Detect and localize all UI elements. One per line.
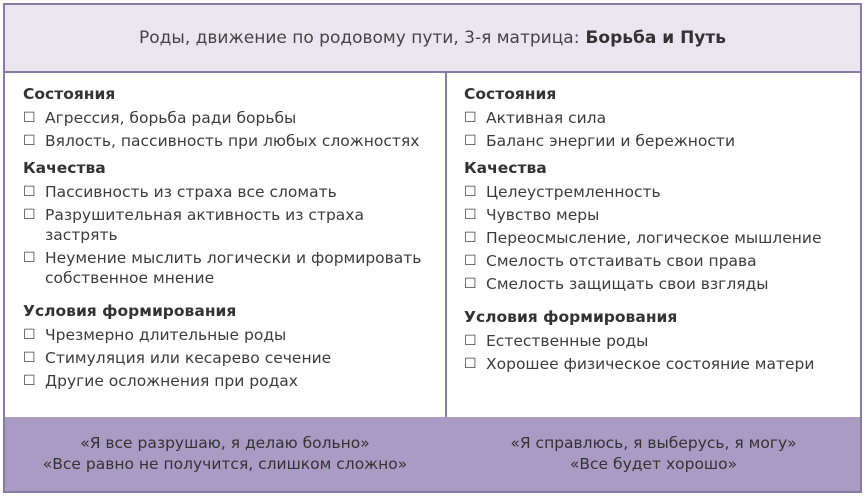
matrix-table [3,3,862,493]
list-item: ☐ Естественные роды [464,332,649,350]
checkbox-icon: ☐ [464,356,477,372]
header-title-bold: Борьба и Путь [585,28,726,48]
checkbox-icon: ☐ [23,327,36,343]
list-item: ☐ Вялость, пассивность при любых сложностях [23,132,420,150]
left-qualities-title: Качества [23,159,106,177]
affirmation-text: «Все равно не получится, слишком сложно» [42,455,408,473]
checkbox-icon: ☐ [464,207,477,223]
checkbox-icon: ☐ [23,133,36,149]
list-item: ☐ Чрезмерно длительные роды [23,326,287,344]
affirmation-text: «Я справлюсь, я выберусь, я могу» [510,434,797,452]
checkbox-icon: ☐ [23,350,36,366]
header-title: Роды, движение по родовому пути, 3-я матрица: [138,28,580,48]
left-conditions-title: Условия формирования [23,302,237,320]
list-item: ☐ Неумение мыслить логически и формировать собственное мнение [23,249,422,287]
right-column [447,73,862,417]
list-item: ☐ Смелость защищать свои взгляды [464,275,769,293]
list-item: ☐ Целеустремленность [464,183,661,201]
list-item: ☐ Баланс энергии и бережности [464,132,736,150]
left-affirmations [5,417,445,491]
list-item: ☐ Переосмысление, логическое мышление [464,229,822,247]
list-item: ☐ Хорошее физическое состояние матери [464,355,815,373]
list-item: ☐ Агрессия, борьба ради борьбы [23,109,297,127]
table-header [5,5,860,73]
list-item: ☐ Другие осложнения при родах [23,372,298,390]
checkbox-icon: ☐ [464,253,477,269]
list-item: ☐ Разрушительная активность из страха застрять [23,206,364,244]
checkbox-icon: ☐ [464,110,477,126]
list-item: ☐ Чувство меры [464,206,600,224]
right-affirmations [447,417,860,491]
checkbox-icon: ☐ [23,373,36,389]
checkbox-icon: ☐ [23,110,36,126]
checkbox-icon: ☐ [464,230,477,246]
left-column [5,73,445,417]
affirmation-text: «Я все разрушаю, я делаю больно» [80,434,370,452]
left-states-title: Состояния [23,85,116,103]
list-item: ☐ Активная сила [464,109,607,127]
checkbox-icon: ☐ [464,133,477,149]
affirmation-text: «Все будет хорошо» [569,455,738,473]
list-item: ☐ Стимуляция или кесарево сечение [23,349,332,367]
right-conditions-title: Условия формирования [464,308,678,326]
checkbox-icon: ☐ [464,276,477,292]
checkbox-icon: ☐ [464,333,477,349]
checkbox-icon: ☐ [464,184,477,200]
right-states-title: Состояния [464,85,557,103]
checkbox-icon: ☐ [23,184,36,200]
list-item: ☐ Пассивность из страха все сломать [23,183,337,201]
checkbox-icon: ☐ [23,207,36,223]
list-item: ☐ Смелость отстаивать свои права [464,252,757,270]
affirmations-footer [5,417,860,491]
right-qualities-title: Качества [464,159,547,177]
checkbox-icon: ☐ [23,250,36,266]
